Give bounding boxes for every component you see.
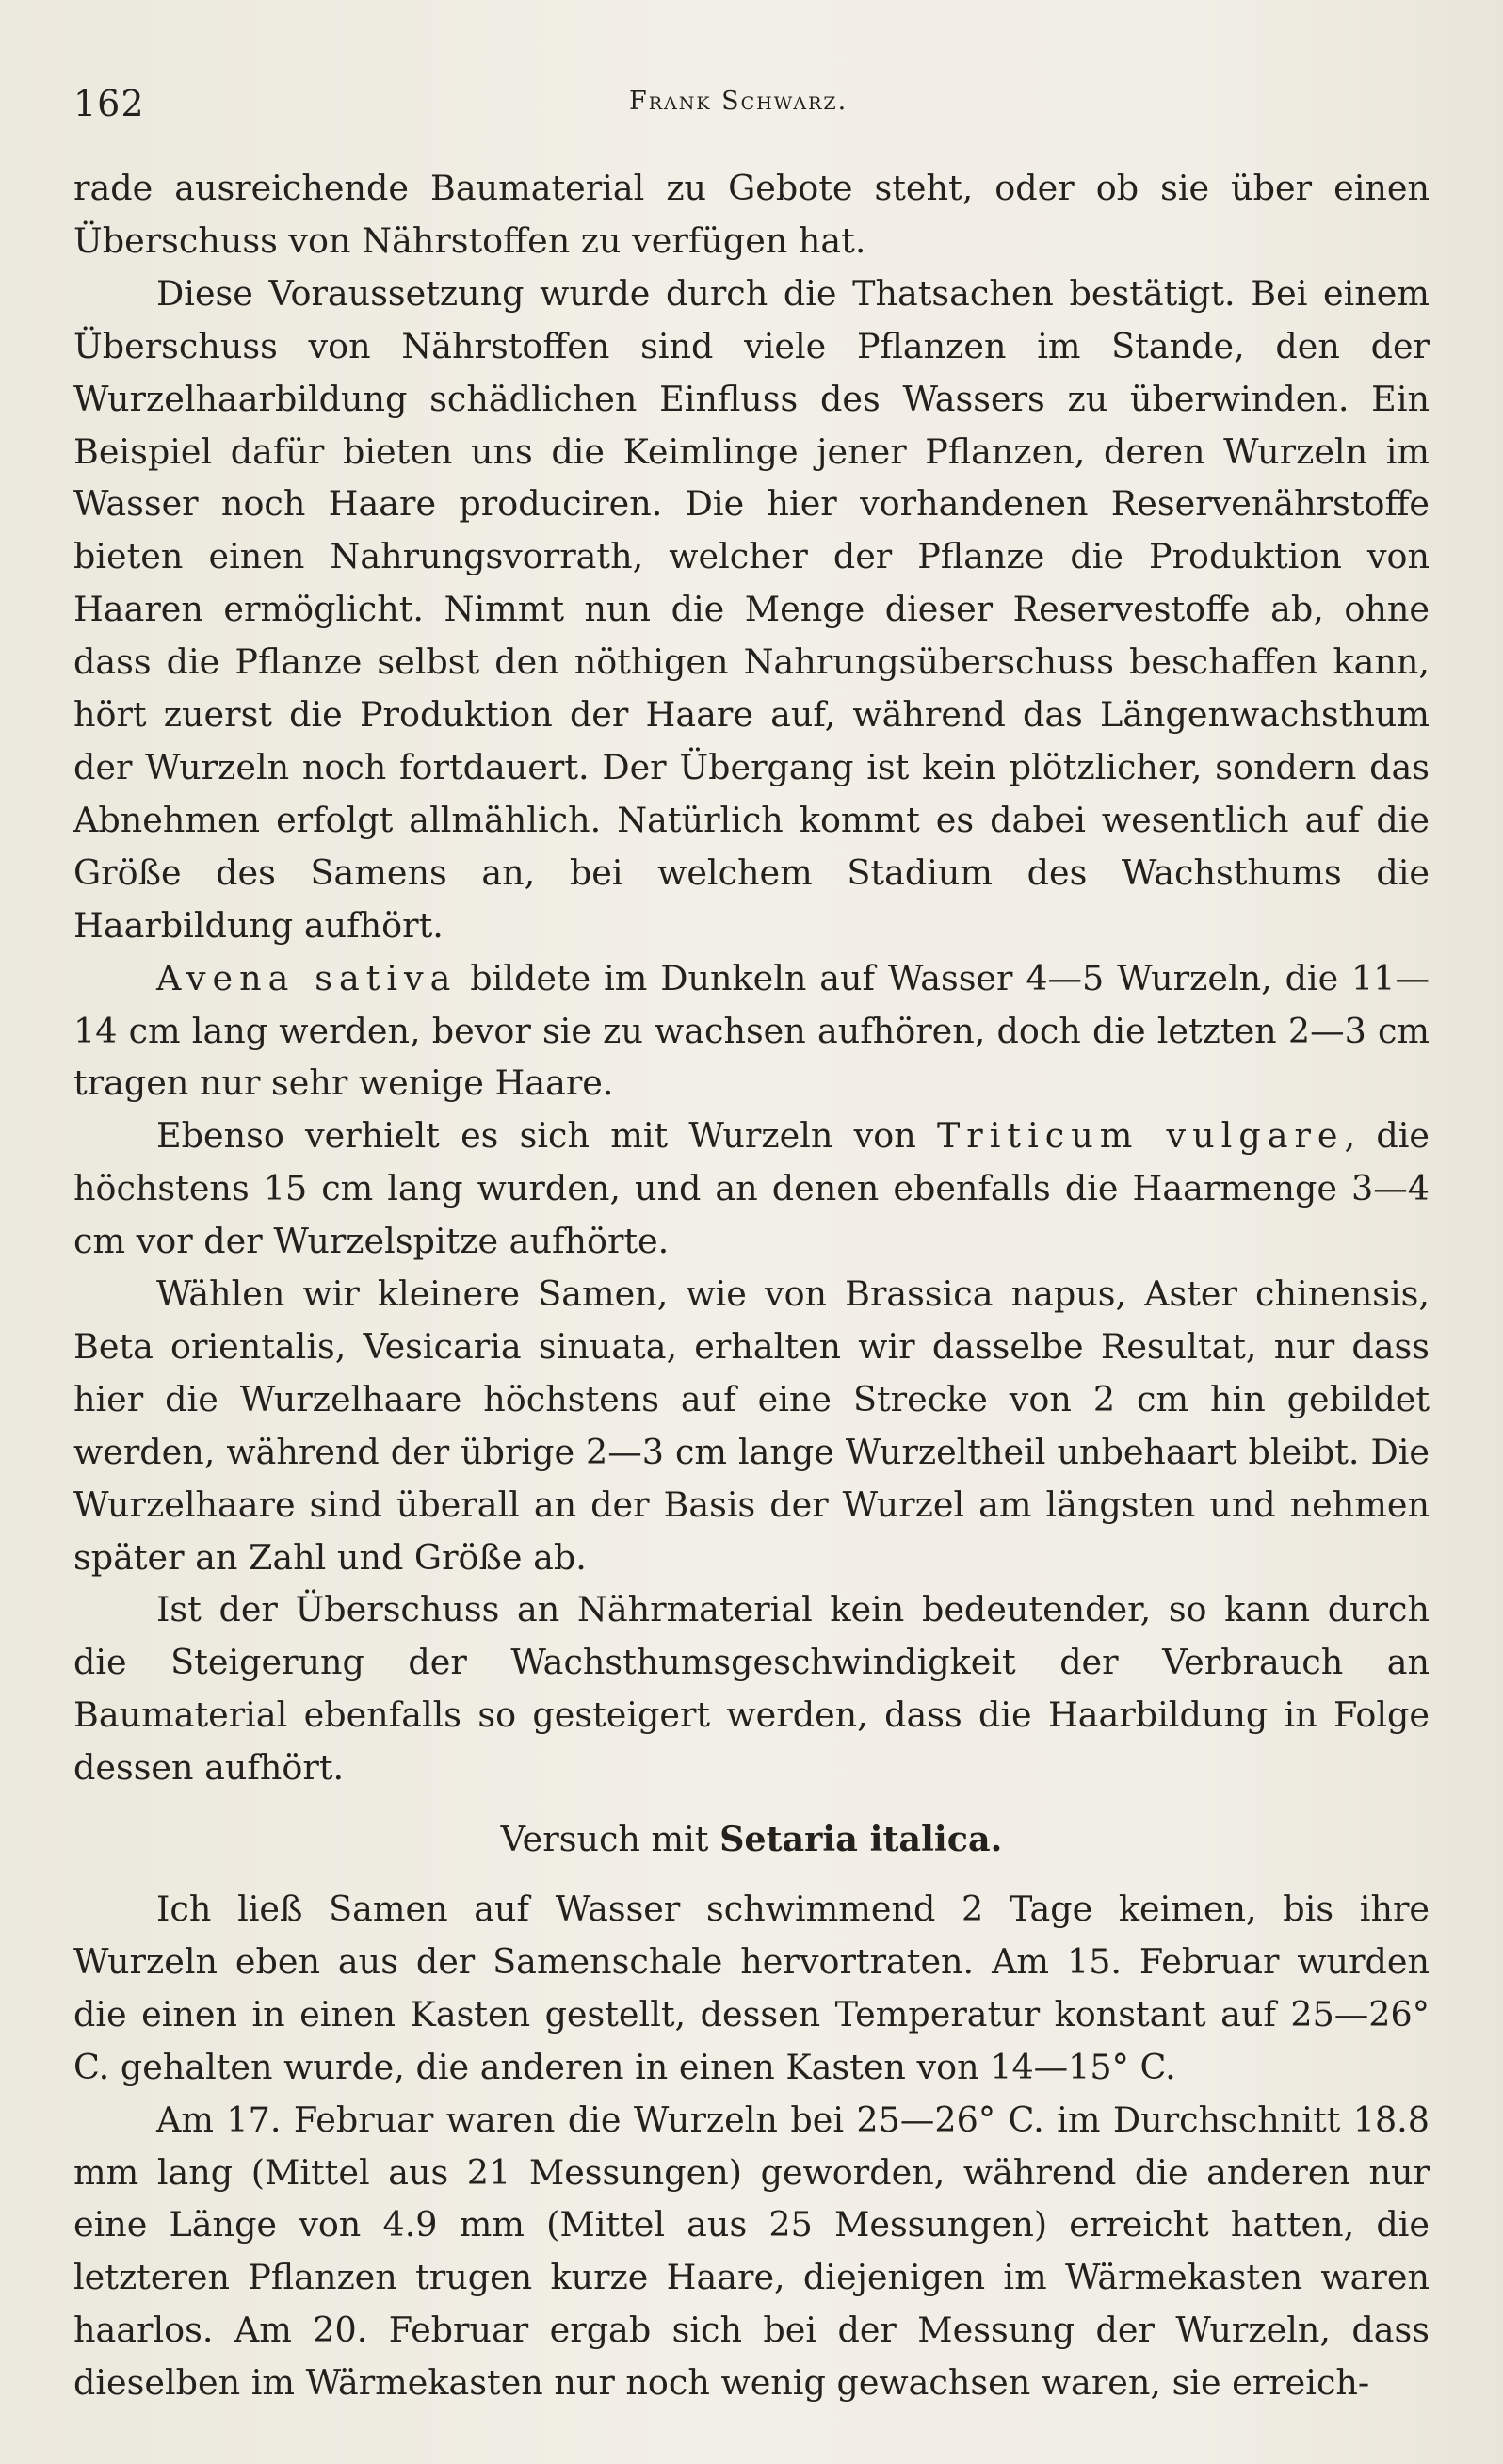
paragraph-nutrient-surplus: Diese Voraussetzung wurde durch die Thatsachen bestätigt. Bei einem Überschuss von Nährstoffen sind viele Pflanzen im Stande, den der Wurzelhaarbildung schädlichen Einfluss des Wassers zu überwinden. Ein Beispiel dafür bieten uns die Keimlinge jener Pflanzen, deren Wurzeln im Wasser noch Haare produciren. Die hier vorhandenen Reservenährstoffe bieten einen Nahrungsvorrath, welcher der Pflanze die Produktion von Haaren ermöglicht. Nimmt nun die Menge dieser Reservestoffe ab, ohne dass die Pflanze selbst den nöthigen Nahrungsüberschuss beschaffen kann, hört zuerst die Produktion der Haare auf, während das Längenwachsthum der Wurzeln noch fortdauert. Der Übergang ist kein plötzlicher, sondern das Abnehmen erfolgt allmählich. Natürlich kommt es dabei wesentlich auf die Größe des Samens an, bei welchem Stadium des Wachsthums die Haarbildung aufhört. [73, 272, 1430, 946]
page-header [73, 83, 1430, 130]
page-number: 162 [73, 83, 145, 124]
paragraph-small-seeds: Wählen wir kleinere Samen, wie von Brassica napus, Aster chinensis, Beta orientalis, Vesicaria sinuata, erhalten wir dasselbe Resultat, nur dass hier die Wurzelhaare höchstens auf eine Strecke von 2 cm hin gebildet werden, während der übrige 2—3 cm lange Wurzeltheil unbehaart bleibt. Die Wurzelhaare sind überall an der Basis der Wurzel am längsten und nehmen später an Zahl und Größe ab. [73, 1273, 1430, 1578]
species-triticum-vulgare: Triticum vulgare [936, 1115, 1345, 1157]
running-head: Frank Schwarz. [629, 87, 848, 116]
paragraph-growth-speed: Ist der Überschuss an Nährmaterial kein bedeutender, so kann durch die Steigerung der Wachsthumsgeschwindigkeit der Verbrauch an Baumaterial ebenfalls so gesteigert werden, dass die Haarbildung in Folge dessen aufhört. [73, 1589, 1430, 1789]
paragraph-avena-text: bildete im Dunkeln auf Wasser 4—5 Wurzeln, die 11—14 cm lang werden, bevor sie zu wachsen aufhören, doch die letzten 2—3 cm tragen nur sehr wenige Haare. [73, 957, 1430, 1104]
species-avena-sativa: Avena sativa [156, 957, 458, 998]
section-heading-species: Setaria italica. [719, 1819, 1003, 1860]
body-text [73, 162, 1430, 2409]
paragraph-avena [73, 952, 1430, 1110]
section-heading [73, 1813, 1430, 1866]
paragraph-experiment-setup: Ich ließ Samen auf Wasser schwimmend 2 Tage keimen, bis ihre Wurzeln eben aus der Samenschale hervortraten. Am 15. Februar wurden die einen in einen Kasten gestellt, dessen Temperatur konstant auf 25—26° C. gehalten wurde, die anderen in einen Kasten von 14—15° C. [73, 1889, 1430, 2087]
paragraph-triticum [73, 1110, 1430, 1268]
paragraph-triticum-text: , die höchstens 15 cm lang wurden, und an denen ebenfalls die Haarmenge 3—4 cm vor der Wurzelspitze aufhörte. [73, 1115, 1430, 1262]
section-heading-prefix: Versuch mit [500, 1819, 720, 1860]
paragraph-triticum-intro: Ebenso verhielt es sich mit Wurzeln von [156, 1115, 937, 1157]
paragraph-experiment-results: Am 17. Februar waren die Wurzeln bei 25—26° C. im Durchschnitt 18.8 mm lang (Mittel aus 21 Messungen) geworden, während die anderen nur eine Länge von 4.9 mm (Mittel aus 25 Messungen) erreicht hatten, die letzteren Pflanzen trugen kurze Haare, diejenigen im Wärmekasten waren haarlos. Am 20. Februar ergab sich bei der Messung der Wurzeln, dass dieselben im Wärmekasten nur noch wenig gewachsen waren, sie erreich- [73, 2099, 1430, 2404]
paragraph-continuation: rade ausreichende Baumaterial zu Gebote steht, oder ob sie über einen Überschuss von Nährstoffen zu verfügen hat. [73, 168, 1430, 261]
